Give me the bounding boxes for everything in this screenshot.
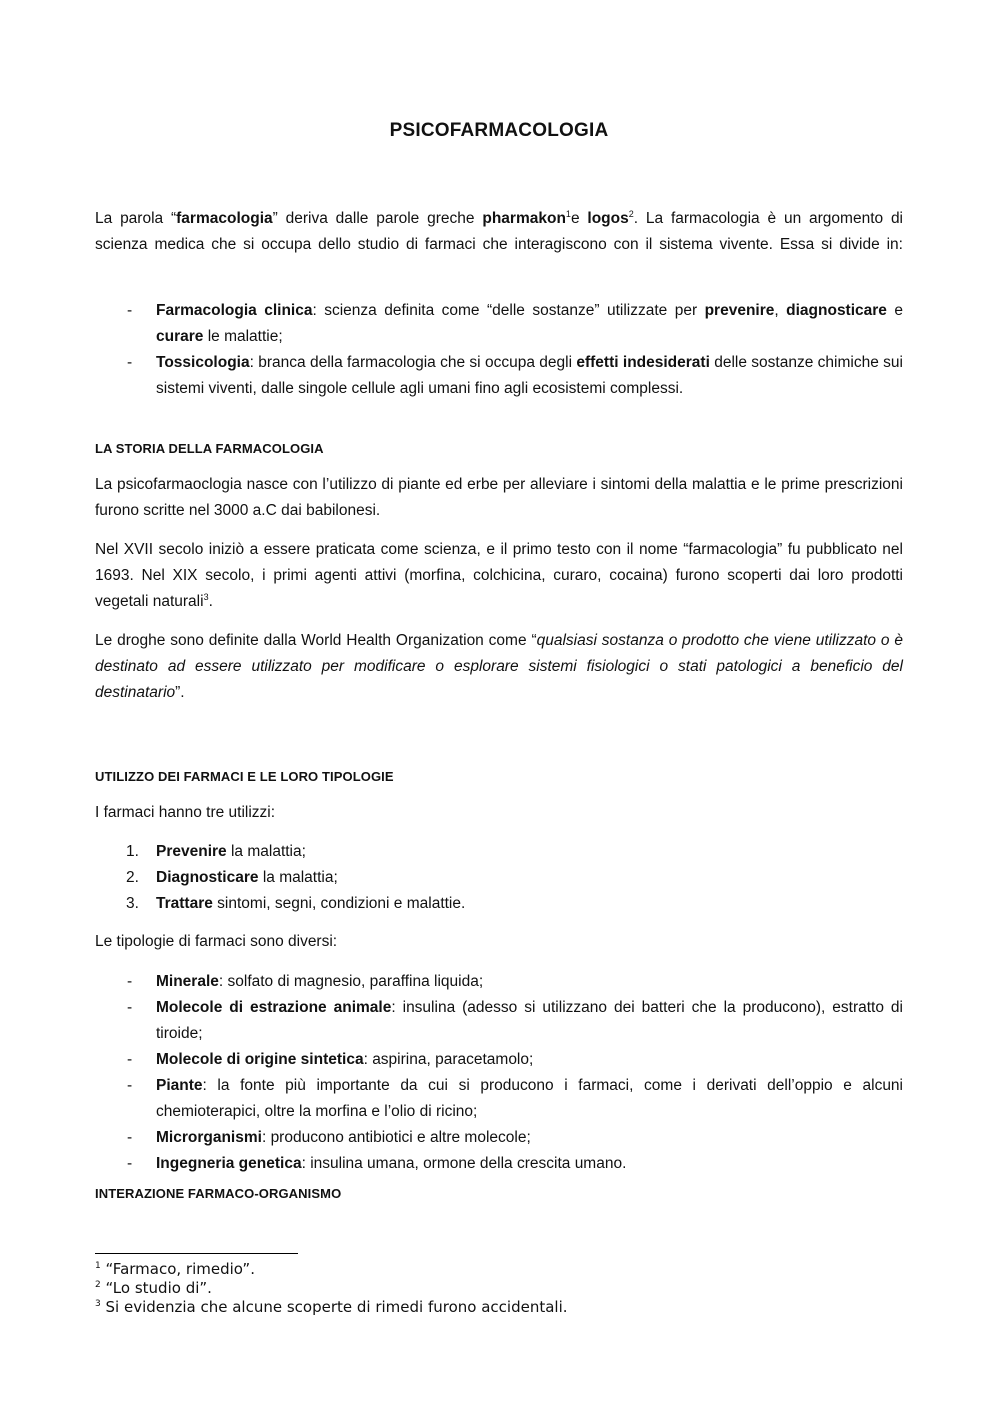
intro-text: ” deriva dalle parole greche — [272, 210, 483, 227]
list-text: : aspirina, paracetamolo; — [363, 1051, 534, 1068]
intro-text: e — [570, 210, 588, 227]
footnote-ref-1[interactable]: 1 — [565, 208, 571, 219]
list-text: , — [774, 302, 787, 319]
bold-word: effetti indesiderati — [576, 354, 710, 371]
footnote-ref-2[interactable]: 2 — [628, 208, 634, 219]
bold-word: curare — [156, 328, 204, 345]
list-term: Prevenire — [156, 843, 227, 860]
footnotes — [95, 1253, 903, 1317]
list-text: delle sostanze chimiche sui sistemi viventi, dalle singole cellule agli umani fino agli ecosistemi complessi. — [156, 354, 903, 397]
paragraph-text: Le droghe sono definite dalla World Health Organization come “ — [95, 632, 537, 649]
list-term: Diagnosticare — [156, 869, 259, 886]
footnote-text: “Farmaco, rimedio”. — [100, 1260, 255, 1278]
list-item — [95, 1047, 903, 1073]
list-text: le malattie; — [203, 328, 283, 345]
history-paragraph-2 — [95, 537, 903, 615]
term-farmacologia: farmacologia — [176, 210, 273, 227]
list-item — [95, 350, 903, 402]
list-text: e — [886, 302, 903, 319]
branches-list — [95, 298, 903, 402]
list-item — [95, 298, 903, 350]
intro-text: . La farmacologia è un argomento di scienza medica che si occupa dello studio di farmaci che interagiscono con il sistema vivente. Essa si divide in: — [95, 210, 904, 253]
list-item — [95, 891, 903, 917]
footnote-ref-3[interactable]: 3 — [203, 591, 209, 602]
list-term: Trattare — [156, 895, 213, 912]
types-list — [95, 969, 903, 1177]
term-pharmakon: pharmakon — [482, 210, 566, 227]
footnote-number: 1 — [95, 1261, 101, 1271]
list-marker: 2. — [126, 869, 139, 886]
term-logos: logos — [587, 210, 629, 227]
list-marker: - — [127, 1155, 133, 1172]
list-item — [95, 865, 903, 891]
list-term: Minerale — [156, 973, 219, 990]
intro-text: La parola “ — [95, 210, 177, 227]
list-text: : insulina (adesso si utilizzano dei batteri che la producono), estratto di tiroide; — [156, 999, 903, 1042]
list-marker: 3. — [126, 895, 139, 912]
list-text: la malattia; — [258, 869, 338, 886]
list-marker: - — [127, 302, 133, 319]
paragraph-text: ”. — [175, 684, 185, 701]
section-heading-interaction: INTERAZIONE FARMACO-ORGANISMO — [95, 1186, 342, 1201]
document-body — [95, 120, 903, 1203]
paragraph-text: . — [208, 593, 213, 610]
bold-word: diagnosticare — [786, 302, 887, 319]
list-text: : scienza definita come “delle sostanze” utilizzate per — [312, 302, 705, 319]
list-item — [95, 969, 903, 995]
list-text: : la fonte più importante da cui si producono i farmaci, come i derivati dell’oppio e alcuni chemioterapici, oltre la morfina e l’olio di ricino; — [156, 1077, 903, 1120]
list-text: : solfato di magnesio, paraffina liquida; — [218, 973, 484, 990]
types-intro: Le tipologie di farmaci sono diversi: — [95, 933, 338, 950]
list-marker: - — [127, 999, 133, 1016]
list-text: : producono antibiotici e altre molecole; — [261, 1129, 531, 1146]
section-heading-history: LA STORIA DELLA FARMACOLOGIA — [95, 441, 324, 456]
list-item — [95, 995, 903, 1047]
history-paragraph-3 — [95, 628, 903, 706]
list-term: Microrganismi — [156, 1129, 262, 1146]
list-item — [95, 1151, 903, 1177]
uses-intro: I farmaci hanno tre utilizzi: — [95, 804, 276, 821]
list-text: sintomi, segni, condizioni e malattie. — [212, 895, 466, 912]
footnote-2 — [95, 1279, 903, 1298]
list-item — [95, 1125, 903, 1151]
uses-list — [95, 839, 903, 917]
list-text: : insulina umana, ormone della crescita umano. — [301, 1155, 627, 1172]
list-text: la malattia; — [226, 843, 306, 860]
history-paragraph-1: La psicofarmaoclogia nasce con l’utilizzo di piante ed erbe per alleviare i sintomi della malattia e le prime prescrizioni furono scritte nel 3000 a.C dai babilonesi. — [95, 476, 903, 519]
list-item — [95, 839, 903, 865]
footnote-3 — [95, 1298, 903, 1317]
footnote-number: 2 — [95, 1280, 101, 1290]
list-marker: 1. — [126, 843, 139, 860]
footnote-1 — [95, 1260, 903, 1279]
footnote-number: 3 — [95, 1299, 101, 1309]
list-term: Farmacologia clinica — [156, 302, 313, 319]
list-term: Ingegneria genetica — [156, 1155, 302, 1172]
footnote-separator — [95, 1253, 298, 1254]
list-term: Piante — [156, 1077, 203, 1094]
section-heading-uses: UTILIZZO DEI FARMACI E LE LORO TIPOLOGIE — [95, 769, 394, 784]
list-marker: - — [127, 973, 133, 990]
bold-word: prevenire — [704, 302, 775, 319]
footnote-text: Si evidenzia che alcune scoperte di rimedi furono accidentali. — [100, 1298, 568, 1316]
list-term: Tossicologia — [156, 354, 250, 371]
list-marker: - — [127, 1129, 133, 1146]
list-marker: - — [127, 1051, 133, 1068]
footnote-text: “Lo studio di”. — [100, 1279, 212, 1297]
paragraph-text: Nel XVII secolo iniziò a essere praticata come scienza, e il primo testo con il nome “farmacologia” fu pubblicato nel 1693. Nel XIX secolo, i primi agenti attivi (morfina, colchicina, curaro, cocaina) furono scoperti dai loro prodotti vegetali naturali — [95, 541, 903, 610]
page-title: PSICOFARMACOLOGIA — [389, 120, 609, 141]
list-text: : branca della farmacologia che si occupa degli — [249, 354, 577, 371]
list-marker: - — [127, 1077, 133, 1094]
list-term: Molecole di origine sintetica — [156, 1051, 364, 1068]
list-term: Molecole di estrazione animale — [156, 999, 392, 1016]
who-definition-quote: qualsiasi sostanza o prodotto che viene utilizzato o è destinato ad essere utilizzato per modificare o esplorare sistemi fisiologici o stati patologici a beneficio del destinatario — [95, 632, 903, 701]
list-item — [95, 1073, 903, 1125]
intro-paragraph — [95, 206, 903, 258]
list-marker: - — [127, 354, 133, 371]
